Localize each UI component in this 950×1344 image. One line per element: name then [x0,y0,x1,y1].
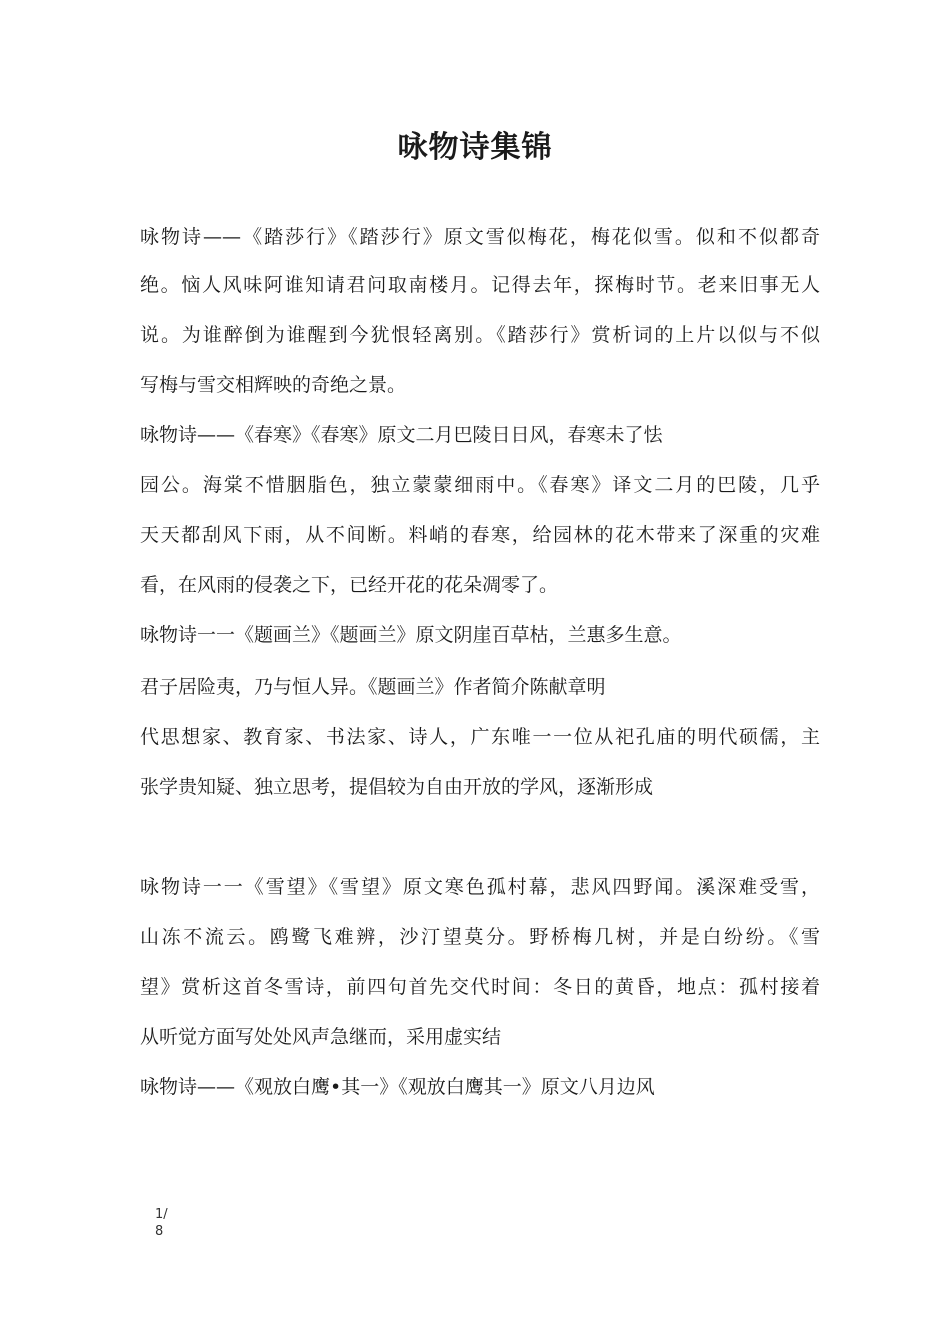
page-number [155,1206,168,1240]
text-line: 咏物诗一一《雪望》《雪望》原文寒色孤村幕，悲风四野闻。溪深难受雪， [140,876,820,898]
text-line: 咏物诗——《观放白鹰•其一》《观放白鹰其一》原文八月边风 [140,1076,655,1098]
text-line: 看，在风雨的侵袭之下，已经开花的花朵凋零了。 [140,574,559,596]
page-number-top: 1/ [155,1207,168,1222]
text-line: 望》赏析这首冬雪诗，前四句首先交代时间：冬日的黄昏，地点：孤村接着 [140,976,820,998]
text-line: 张学贵知疑、独立思考，提倡较为自由开放的学风，逐渐形成 [140,776,654,798]
text-line: 咏物诗一一《题画兰》《题画兰》原文阴崖百草枯，兰惠多生意。 [140,624,682,646]
text-line: 说。为谁醉倒为谁醒到今犹恨轻离别。《踏莎行》赏析词的上片以似与不似 [140,324,820,346]
text-line: 山冻不流云。鸥鹭飞难辨，沙汀望莫分。野桥梅几树，并是白纷纷。《雪 [140,926,820,948]
page-number-bottom: 8 [155,1224,164,1239]
text-line: 咏物诗——《踏莎行》《踏莎行》原文雪似梅花，梅花似雪。似和不似都奇 [140,226,820,248]
text-line: 写梅与雪交相辉映的奇绝之景。 [140,374,407,396]
document-title: 咏物诗集锦 [397,130,553,165]
text-line: 代思想家、教育家、书法家、诗人，广东唯一一位从祀孔庙的明代硕儒，主 [140,726,820,748]
text-line: 咏物诗——《春寒》《春寒》原文二月巴陵日日风，春寒未了怯 [140,424,663,446]
text-line: 园公。海棠不惜胭脂色，独立蒙蒙细雨中。《春寒》译文二月的巴陵，几乎 [140,474,820,496]
text-line: 绝。恼人风味阿谁知请君问取南楼月。记得去年，探梅时节。老来旧事无人 [140,274,820,296]
text-line: 君子居险夷，乃与恒人异。《题画兰》作者简介陈献章明 [140,676,606,698]
text-line: 天天都刮风下雨，从不间断。料峭的春寒，给园林的花木带来了深重的灾难 [140,524,820,546]
text-line: 从听觉方面写处处风声急继而，采用虚实结 [140,1026,502,1048]
